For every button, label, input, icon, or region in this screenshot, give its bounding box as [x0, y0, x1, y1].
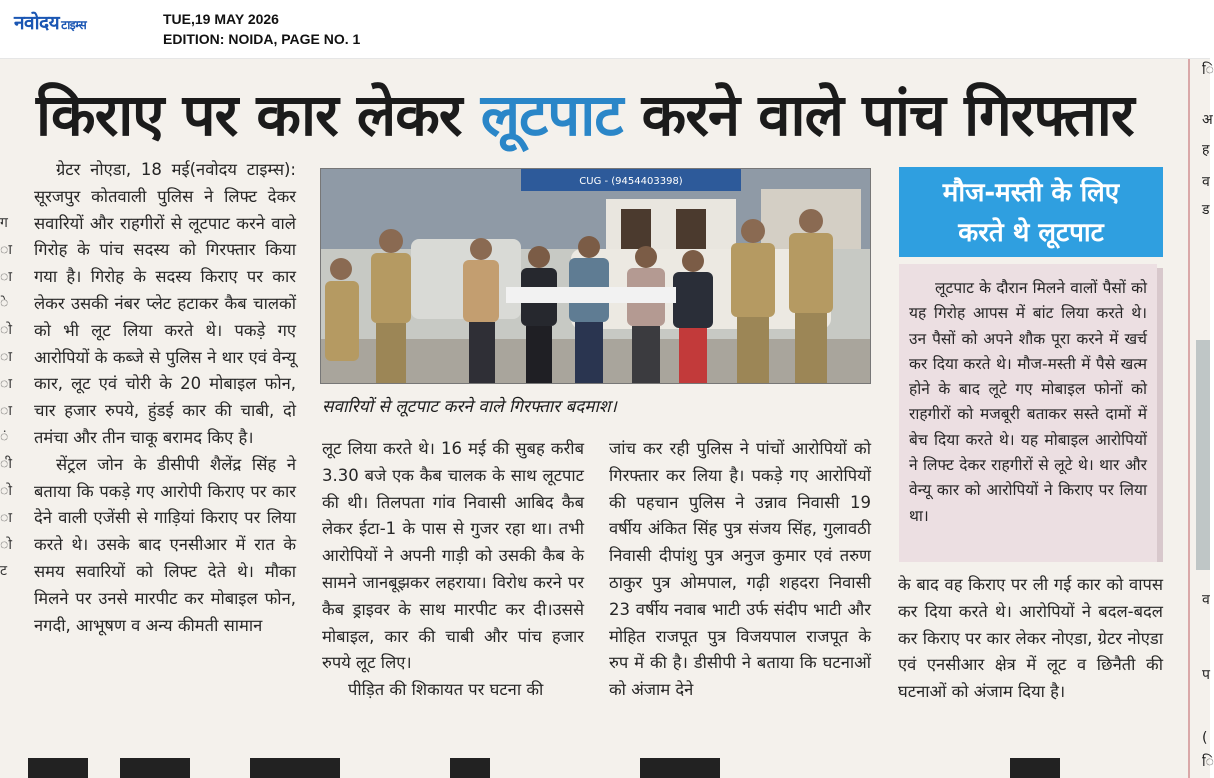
left-edge-fragment: ा [0, 348, 12, 365]
left-edge-fragment: ो [0, 322, 12, 339]
headline-highlight: लूटपाट [480, 81, 623, 149]
column-3-paragraph-1: जांच कर रही पुलिस ने पांचों आरोपियों को गिरफ्तार कर लिया है। पकड़े गए आरोपियों की पहचान पुलिस ने उन्नाव निवासी 19 वर्षीय अंकित सिंह पुत्र संजय सिंह, गुलावठी निवासी दीपांशु पुत्र अनुज कुमार एवं तरुण ठाकुर पुत्र ओमपाल, गढ़ी शहदरा निवासी 23 वर्षीय नवाब भाटी उर्फ संदीप भाटी और मोहित राजपूत पुत्र विजयपाल राजपूत के रुप में की है। डीसीपी ने बताया कि घटनाओं को अंजाम देने [609, 439, 871, 700]
sidebox-title [899, 167, 1163, 257]
right-edge-column [1188, 59, 1214, 778]
left-edge-fragment: ा [0, 241, 12, 258]
right-edge-fragment: ह [1202, 142, 1210, 158]
article-photo[interactable] [320, 168, 871, 384]
left-edge-fragment: ा [0, 402, 12, 419]
right-edge-fragment: प [1202, 667, 1210, 683]
column-1-paragraph-2: सेंट्रल जोन के डीसीपी शैलेंद्र सिंह ने बताया कि पकड़े गए आरोपी किराए पर कार देने वाली एजेंसी से गाड़ियां किराए पर लिया करते थे। उसके बाद एनसीआर में रात के समय सवारियों को लिफ्ट देते थे। मौका मिलने पर उनसे मारपीट कर मोबाइल फोन, नगदी, आभूषण व अन्य कीमती सामान [34, 454, 296, 635]
headline-part2: करने वाले पांच गिरफ्तार [622, 81, 1134, 149]
left-edge-fragment: े [0, 295, 9, 312]
article-column-1 [34, 157, 296, 639]
right-edge-fragment: ि [1202, 62, 1214, 78]
header-bar [0, 0, 1210, 59]
newspaper-logo[interactable] [14, 9, 86, 35]
column-4-paragraph-1: के बाद वह किराए पर ली गई कार को वापस कर दिया करते थे। आरोपियों ने बदल-बदल कर किराए पर कार लेकर नोएडा, ग्रेटर नोएडा एवं एनसीआर क्षेत्र में लूट व छिनैती की घटनाओं को अंजाम दिया है। [898, 575, 1163, 702]
left-edge-fragment: ा [0, 268, 12, 285]
right-edge-fragment: ( [1202, 730, 1208, 746]
edition-page: EDITION: NOIDA, PAGE NO. 1 [163, 31, 361, 47]
left-edge-fragment: ा [0, 375, 12, 392]
photo-sign-text: CUG - (9454403398) [579, 176, 683, 187]
left-edge-column [0, 210, 14, 585]
sidebox-shadow [1157, 268, 1163, 562]
column-2-paragraph-2: पीड़ित की शिकायत पर घटना की [348, 680, 544, 700]
left-edge-fragment: ो [0, 482, 12, 499]
next-article-headline-cutoff [0, 758, 1210, 778]
logo-main-text: नवोदय [14, 12, 60, 34]
column-2-paragraph-1: लूट लिया करते थे। 16 मई की सुबह करीब 3.30 बजे एक कैब चालक के साथ लूटपाट की थी। तिलपता गांव निवासी आबिद कैब लेकर ईटा-1 के पास से गुजर रहा था। तभी आरोपियों ने अपनी गाड़ी को उसकी कैब के सामने जानबूझकर लहराया। विरोध करने पर कैब ड्राइवर के साथ मारपीट कर दी।उससे मोबाइल, कार की चाबी और पांच हजार रुपये लूट लिए। [322, 439, 584, 673]
police-group-photo [321, 169, 870, 383]
logo-sub-text: टाइम्स [61, 18, 87, 32]
article-headline [36, 78, 1176, 152]
sidebox-paragraph: लूटपाट के दौरान मिलने वालों पैसों को यह गिरोह आपस में बांट लिया करते थे। उन पैसों को अपने शौक पूरा करने में खर्च कर दिया करते थे। मौज-मस्ती में पैसे खत्म होने के बाद लूटे गए मोबाइल फोनों को राहगीरों को मजबूरी बताकर सस्ते दामों में बेच दिया करते थे। यह मोबाइल आरोपियों ने लिफ्ट देकर राहगीरों से लूटे थे। थार और वेन्यू कार को आरोपियों ने किराए पर लिया था। [909, 279, 1147, 525]
left-edge-fragment: ग [0, 215, 8, 231]
left-edge-fragment: ट [0, 563, 8, 580]
left-edge-fragment: ी [0, 456, 12, 473]
edition-info [163, 9, 360, 49]
right-edge-fragment: व [1202, 592, 1210, 608]
right-edge-fragment: ि [1202, 754, 1214, 770]
column-1-paragraph-1: ग्रेटर नोएडा, 18 मई(नवोदय टाइम्स): सूरजपुर कोतवाली पुलिस ने लिफ्ट देकर सवारियों और राहगीरों से लूटपाट करने वाले गिरोह के पांच सदस्य को गिरफ्तार किया गया है। गिरोह के सदस्य किराए पर कार लेकर उसकी नंबर प्लेट हटाकर कैब चालकों को भी लूट लिया करते थे। पकड़े गए आरोपियों के कब्जे से पुलिस ने थार एवं वेन्यू कार, लूट एवं चोरी के 20 मोबाइल फोन, चार हजार रुपये, हुंडई कार की चाबी, दो तमंचा और तीन चाकू बरामद किए है। [34, 160, 296, 447]
left-edge-fragment: ो [0, 536, 12, 553]
article-column-4 [898, 572, 1163, 706]
article-column-2 [322, 436, 584, 704]
right-edge-fragment: अ [1202, 112, 1213, 128]
photo-caption: सवारियों से लूटपाट करने वाले गिरफ्तार बदमाश। [322, 397, 617, 417]
left-edge-fragment: ा [0, 509, 12, 526]
right-edge-fragment: ड [1202, 202, 1210, 218]
sidebox-title-line-1: मौज-मस्ती के लिए [942, 178, 1120, 208]
edition-date: TUE,19 MAY 2026 [163, 11, 279, 27]
article-column-3 [609, 436, 871, 704]
sidebox-title-line-2: करते थे लूटपाट [958, 218, 1104, 248]
left-edge-fragment: ं [0, 429, 9, 446]
sidebox-body [899, 264, 1157, 562]
headline-part1: किराए पर कार लेकर [36, 81, 481, 149]
right-edge-fragment: व [1202, 174, 1210, 190]
